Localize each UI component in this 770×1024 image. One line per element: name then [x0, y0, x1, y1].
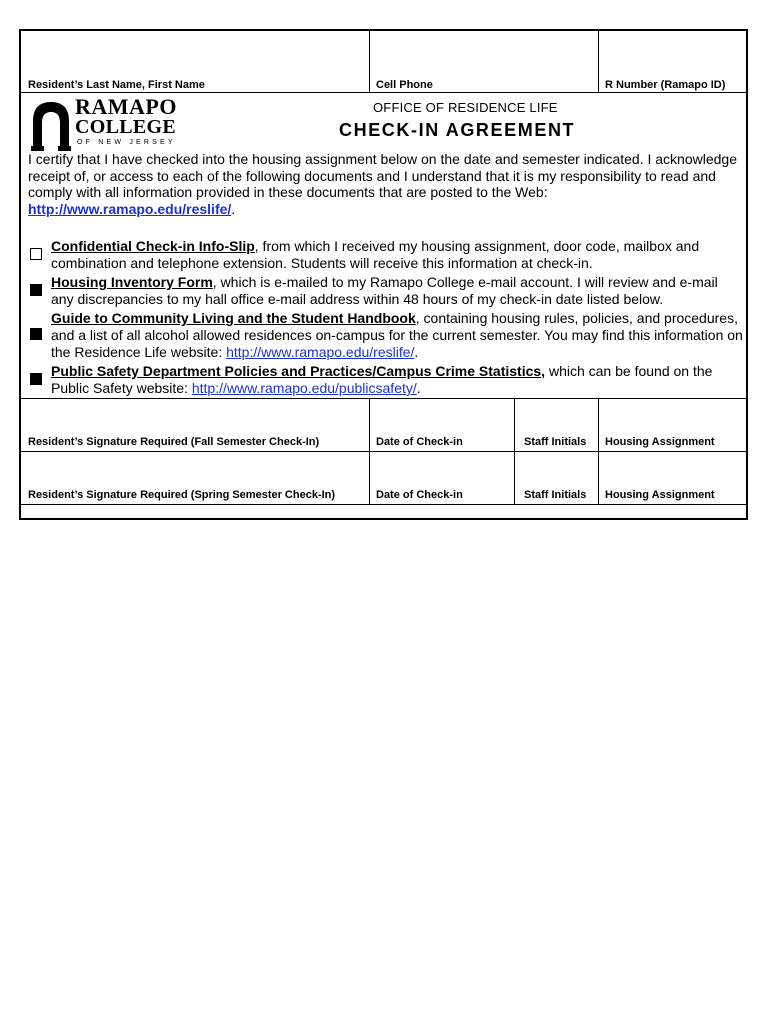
- check-in-form: [19, 29, 748, 520]
- spring-staff-initials-field[interactable]: [514, 452, 598, 486]
- form-title: CHECK-IN AGREEMENT: [339, 120, 576, 140]
- reslife-link[interactable]: http://www.ramapo.edu/reslife/: [28, 200, 232, 217]
- spring-date-field[interactable]: [369, 452, 514, 486]
- reslife-link[interactable]: http://www.ramapo.edu/reslife/: [226, 344, 415, 360]
- list-item-handbook: Guide to Community Living and the Student Handbook, containing housing rules, policies, and procedures, and a list of all alcohol allowed residences on-campus for the current semester. You may find this information on the Residence Life website: http://www.ramapo.edu/reslife/.: [51, 310, 743, 360]
- item-text: , from which I received my housing assignment, door code, mailbox and combination and telephone extension. Students will receive this information at check-in.: [51, 238, 700, 271]
- item-title: Housing Inventory Form: [51, 274, 213, 290]
- list-item-public-safety: Public Safety Department Policies and Practices/Campus Crime Statistics, which can be found on the Public Safety website: http://www.ramapo.edu/publicsafety/.: [51, 363, 713, 396]
- r-number-field[interactable]: [598, 31, 748, 78]
- checkbox-handbook[interactable]: [30, 328, 42, 340]
- spring-signature-label: Resident’s Signature Required (Spring Semester Check-In): [28, 489, 336, 501]
- item-title: Confidential Check-in Info-Slip: [51, 238, 255, 254]
- spring-housing-field[interactable]: [598, 452, 748, 486]
- fall-staff-label: Staff Initials: [524, 436, 587, 448]
- spring-date-label: Date of Check-in: [376, 489, 463, 501]
- fall-signature-field[interactable]: [21, 399, 369, 433]
- office-name: OFFICE OF RESIDENCE LIFE: [373, 100, 558, 115]
- spring-housing-label: Housing Assignment: [605, 489, 715, 501]
- cell-phone-label: Cell Phone: [376, 79, 433, 91]
- logo-text-ramapo: RAMAPO: [75, 94, 177, 119]
- logo-text-college: COLLEGE: [75, 116, 177, 138]
- checkbox-public-safety[interactable]: [30, 373, 42, 385]
- r-number-label: R Number (Ramapo ID): [605, 79, 726, 91]
- spring-signature-field[interactable]: [21, 452, 369, 486]
- item-title: Guide to Community Living and the Student Handbook: [51, 310, 416, 326]
- list-item-info-slip: [51, 238, 743, 272]
- resident-name-field[interactable]: [21, 31, 369, 78]
- item-text: , which is e-mailed to my Ramapo College e-mail account. I will review and e-mail any discrepancies to my hall office e-mail address within 48 hours of my check-in date listed below.: [51, 274, 718, 307]
- checkbox-inventory-form[interactable]: [30, 284, 42, 296]
- arch-icon: [31, 99, 71, 151]
- cell-phone-field[interactable]: [369, 31, 598, 78]
- ramapo-college-logo: [31, 94, 191, 154]
- list-item-inventory-form: [51, 274, 743, 308]
- resident-name-label: Resident’s Last Name, First Name: [28, 79, 205, 91]
- intro-text: I certify that I have checked into the housing assignment below on the date and semester indicated. I acknowledge receipt of, or access to each of the following documents and I understand that it is my responsibility to read and comply with all information provided in these documents that are posted to the Web:: [28, 151, 737, 200]
- fall-date-field[interactable]: [369, 399, 514, 433]
- checkbox-info-slip[interactable]: [30, 248, 42, 260]
- spring-staff-label: Staff Initials: [524, 489, 587, 501]
- public-safety-link[interactable]: http://www.ramapo.edu/publicsafety/: [191, 380, 417, 396]
- fall-housing-field[interactable]: [598, 399, 748, 433]
- fall-date-label: Date of Check-in: [376, 436, 463, 448]
- item-text: which can be found on the Public Safety website:: [51, 363, 713, 396]
- item-text: , containing housing rules, policies, and procedures, and a list of all alcohol allowed residences on-campus for the current semester. You may find this information on the Residence Life website:: [51, 310, 743, 360]
- item-title: Public Safety Department Policies and Practices/Campus Crime Statistics,: [51, 363, 546, 379]
- fall-signature-label: Resident’s Signature Required (Fall Semester Check-In): [28, 436, 320, 448]
- fall-housing-label: Housing Assignment: [605, 436, 715, 448]
- logo-text-new-jersey: OF NEW JERSEY: [77, 139, 176, 146]
- certification-paragraph: I certify that I have checked into the housing assignment below on the date and semester indicated. I acknowledge receipt of, or access to each of the following documents and I understand that it is my responsibility to read and comply with all information provided in these documents that are posted to the Web: http://www.ramapo.edu/reslife/.: [28, 151, 737, 217]
- fall-staff-initials-field[interactable]: [514, 399, 598, 433]
